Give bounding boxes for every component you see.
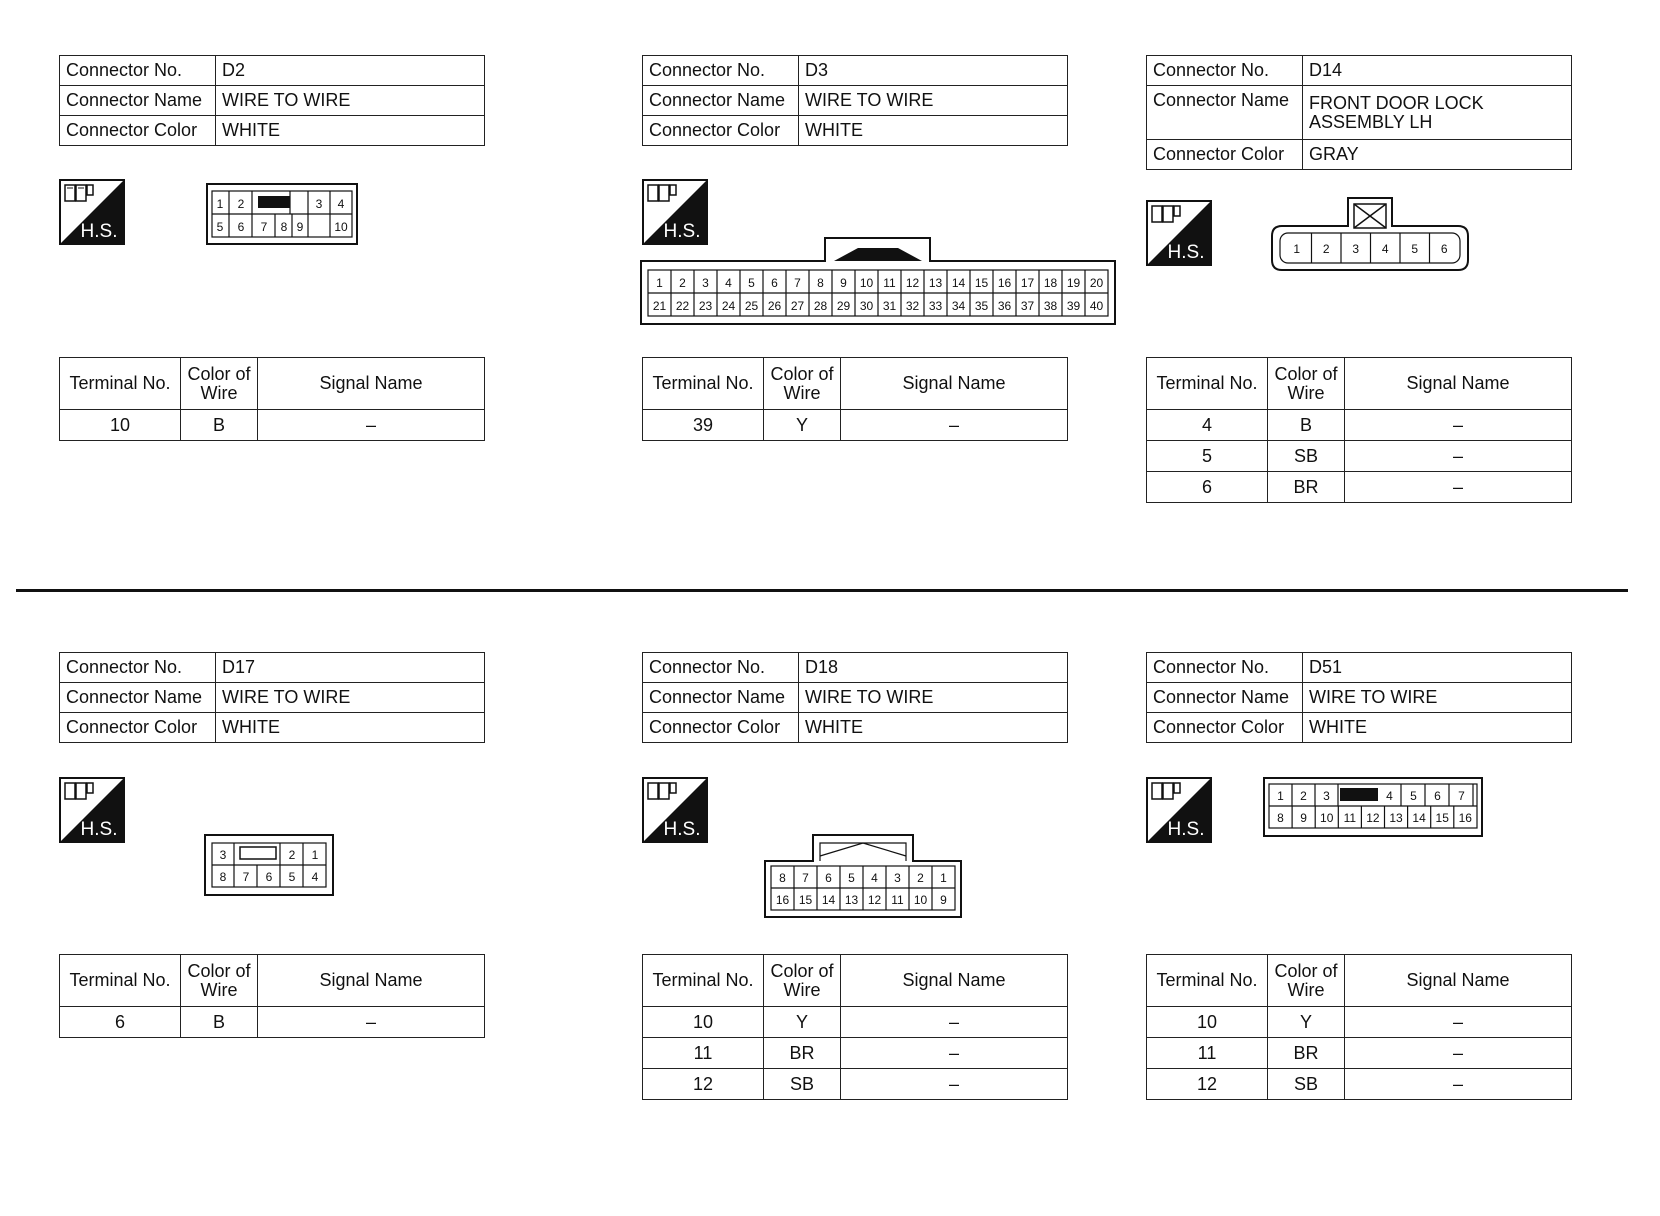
pin-label: 25 bbox=[744, 299, 759, 313]
pin-label: 11 bbox=[1343, 811, 1357, 825]
connector-no-label: Connector No. bbox=[643, 56, 799, 86]
harness-side-icon bbox=[642, 777, 708, 843]
connector-diagram-d3 bbox=[640, 237, 1116, 325]
pin-label: 3 bbox=[1323, 789, 1330, 803]
pin-label: 21 bbox=[652, 299, 667, 313]
hs-badge-text: H.S. bbox=[1167, 242, 1205, 263]
wire-color-header: Color of Wire bbox=[1268, 955, 1345, 1007]
signal-name-header: Signal Name bbox=[841, 358, 1068, 410]
connector-color-value: WHITE bbox=[1303, 713, 1572, 743]
pin-label: 9 bbox=[940, 893, 947, 907]
harness-side-icon bbox=[642, 179, 708, 245]
connector-no-value: D3 bbox=[799, 56, 1068, 86]
connector-name-value: WIRE TO WIRE bbox=[799, 86, 1068, 116]
terminal-table-d2 bbox=[59, 357, 485, 441]
pin-label: 20 bbox=[1089, 276, 1104, 290]
pin-label: 16 bbox=[1458, 811, 1472, 825]
pin-label: 1 bbox=[1293, 242, 1301, 256]
wire-color-cell: BR bbox=[764, 1038, 841, 1069]
pin-label: 28 bbox=[813, 299, 828, 313]
pin-label: 39 bbox=[1066, 299, 1081, 313]
pin-label: 15 bbox=[974, 276, 989, 290]
table-row bbox=[643, 1007, 1068, 1038]
pin-label: 5 bbox=[288, 870, 296, 884]
pin-label: 4 bbox=[337, 197, 345, 211]
pin-label: 2 bbox=[917, 871, 924, 885]
pin-label: 6 bbox=[1434, 789, 1441, 803]
hs-badge-text: H.S. bbox=[80, 221, 118, 242]
pin-label: 19 bbox=[1066, 276, 1081, 290]
pin-label: 10 bbox=[334, 220, 348, 234]
connector-header-d17 bbox=[59, 652, 485, 743]
table-row bbox=[1147, 1069, 1572, 1100]
pin-label: 8 bbox=[280, 220, 288, 234]
terminal-table-d3 bbox=[642, 357, 1068, 441]
connector-no-label: Connector No. bbox=[1147, 653, 1303, 683]
connector-header-d2 bbox=[59, 55, 485, 146]
pin-label: 4 bbox=[311, 870, 319, 884]
signal-name-cell: – bbox=[841, 1069, 1068, 1100]
terminal-table-d17 bbox=[59, 954, 485, 1038]
terminal-no-cell: 6 bbox=[60, 1007, 181, 1038]
table-row bbox=[643, 1069, 1068, 1100]
connector-header-d3 bbox=[642, 55, 1068, 146]
connector-no-label: Connector No. bbox=[60, 653, 216, 683]
pin-label: 4 bbox=[1381, 242, 1389, 256]
pin-label: 12 bbox=[867, 893, 882, 907]
pin-label: 2 bbox=[679, 276, 686, 290]
pin-label: 8 bbox=[219, 870, 227, 884]
pin-label: 5 bbox=[216, 220, 224, 234]
connector-diagram-d51 bbox=[1263, 777, 1483, 837]
pin-label: 5 bbox=[1410, 789, 1417, 803]
connector-name-label: Connector Name bbox=[1147, 683, 1303, 713]
connector-name-value: WIRE TO WIRE bbox=[1303, 683, 1572, 713]
pin-label: 1 bbox=[1277, 789, 1284, 803]
hs-badge-text: H.S. bbox=[663, 819, 701, 840]
terminal-table-d14 bbox=[1146, 357, 1572, 503]
table-row bbox=[1147, 410, 1572, 441]
pin-label: 7 bbox=[260, 220, 268, 234]
terminal-no-cell: 10 bbox=[1147, 1007, 1268, 1038]
signal-name-cell: – bbox=[1345, 441, 1572, 472]
pin-label: 2 bbox=[237, 197, 245, 211]
pin-label: 24 bbox=[721, 299, 736, 313]
wire-color-header: Color of Wire bbox=[764, 358, 841, 410]
pin-label: 38 bbox=[1043, 299, 1058, 313]
signal-name-header: Signal Name bbox=[1345, 955, 1572, 1007]
connector-name-value: WIRE TO WIRE bbox=[216, 683, 485, 713]
pin-label: 3 bbox=[1352, 242, 1360, 256]
connector-no-value: D2 bbox=[216, 56, 485, 86]
terminal-no-cell: 6 bbox=[1147, 472, 1268, 503]
pin-label: 2 bbox=[1322, 242, 1330, 256]
pin-label: 35 bbox=[974, 299, 989, 313]
wire-color-cell: B bbox=[181, 410, 258, 441]
pin-label: 5 bbox=[1411, 242, 1419, 256]
connector-no-value: D14 bbox=[1303, 56, 1572, 86]
pin-label: 9 bbox=[296, 220, 304, 234]
connector-header-d18 bbox=[642, 652, 1068, 743]
terminal-no-header: Terminal No. bbox=[1147, 358, 1268, 410]
table-row bbox=[643, 410, 1068, 441]
pin-label: 7 bbox=[794, 276, 801, 290]
pin-label: 6 bbox=[1440, 242, 1448, 256]
terminal-table-d18 bbox=[642, 954, 1068, 1100]
wire-color-header: Color of Wire bbox=[181, 955, 258, 1007]
pin-label: 11 bbox=[891, 893, 904, 907]
connector-no-label: Connector No. bbox=[1147, 56, 1303, 86]
signal-name-header: Signal Name bbox=[258, 358, 485, 410]
pin-label: 12 bbox=[1366, 811, 1380, 825]
pin-label: 4 bbox=[725, 276, 732, 290]
pin-label: 1 bbox=[216, 197, 224, 211]
connector-no-value: D17 bbox=[216, 653, 485, 683]
pin-label: 14 bbox=[821, 893, 836, 907]
signal-name-cell: – bbox=[841, 1038, 1068, 1069]
connector-name-label: Connector Name bbox=[643, 683, 799, 713]
pin-label: 14 bbox=[951, 276, 966, 290]
pin-label: 1 bbox=[940, 871, 947, 885]
pin-label: 10 bbox=[1320, 811, 1334, 825]
pin-label: 7 bbox=[802, 871, 809, 885]
terminal-no-header: Terminal No. bbox=[643, 955, 764, 1007]
connector-name-value: FRONT DOOR LOCK ASSEMBLY LH bbox=[1303, 86, 1572, 140]
wire-color-cell: Y bbox=[764, 1007, 841, 1038]
connector-name-label: Connector Name bbox=[60, 683, 216, 713]
connector-diagram-d18 bbox=[764, 834, 962, 918]
hs-badge-text: H.S. bbox=[1167, 819, 1205, 840]
connector-color-label: Connector Color bbox=[643, 713, 799, 743]
table-row bbox=[60, 410, 485, 441]
connector-name-value: WIRE TO WIRE bbox=[216, 86, 485, 116]
terminal-no-cell: 10 bbox=[643, 1007, 764, 1038]
connector-header-d51 bbox=[1146, 652, 1572, 743]
connector-no-value: D51 bbox=[1303, 653, 1572, 683]
pin-label: 6 bbox=[265, 870, 273, 884]
signal-name-cell: – bbox=[841, 410, 1068, 441]
pin-label: 13 bbox=[1389, 811, 1403, 825]
signal-name-cell: – bbox=[1345, 1069, 1572, 1100]
terminal-no-cell: 11 bbox=[643, 1038, 764, 1069]
signal-name-cell: – bbox=[258, 410, 485, 441]
pin-label: 34 bbox=[951, 299, 966, 313]
table-row bbox=[1147, 441, 1572, 472]
terminal-no-cell: 11 bbox=[1147, 1038, 1268, 1069]
terminal-no-header: Terminal No. bbox=[60, 955, 181, 1007]
terminal-no-header: Terminal No. bbox=[643, 358, 764, 410]
connector-no-label: Connector No. bbox=[60, 56, 216, 86]
pin-label: 8 bbox=[817, 276, 824, 290]
terminal-no-cell: 39 bbox=[643, 410, 764, 441]
wire-color-cell: SB bbox=[1268, 1069, 1345, 1100]
signal-name-cell: – bbox=[1345, 410, 1572, 441]
pin-label: 5 bbox=[848, 871, 855, 885]
pin-label: 1 bbox=[656, 276, 663, 290]
signal-name-cell: – bbox=[1345, 1038, 1572, 1069]
terminal-no-header: Terminal No. bbox=[1147, 955, 1268, 1007]
wire-color-cell: BR bbox=[1268, 472, 1345, 503]
pin-label: 18 bbox=[1043, 276, 1058, 290]
pin-label: 27 bbox=[790, 299, 805, 313]
pin-label: 33 bbox=[928, 299, 943, 313]
terminal-no-cell: 5 bbox=[1147, 441, 1268, 472]
pin-label: 29 bbox=[836, 299, 851, 313]
pin-label: 9 bbox=[1300, 811, 1307, 825]
pin-label: 17 bbox=[1020, 276, 1035, 290]
signal-name-cell: – bbox=[258, 1007, 485, 1038]
connector-color-value: WHITE bbox=[216, 116, 485, 146]
wire-color-cell: Y bbox=[764, 410, 841, 441]
pin-label: 15 bbox=[798, 893, 813, 907]
pin-label: 16 bbox=[997, 276, 1012, 290]
wire-color-header: Color of Wire bbox=[764, 955, 841, 1007]
hs-badge-text: H.S. bbox=[80, 819, 118, 840]
pin-label: 13 bbox=[928, 276, 943, 290]
pin-label: 32 bbox=[905, 299, 920, 313]
pin-label: 30 bbox=[859, 299, 874, 313]
pin-label: 3 bbox=[894, 871, 901, 885]
pin-label: 6 bbox=[825, 871, 832, 885]
pin-label: 14 bbox=[1412, 811, 1426, 825]
terminal-no-cell: 12 bbox=[1147, 1069, 1268, 1100]
pin-label: 2 bbox=[288, 848, 296, 862]
harness-side-icon bbox=[59, 777, 125, 843]
wire-color-header: Color of Wire bbox=[181, 358, 258, 410]
signal-name-cell: – bbox=[1345, 472, 1572, 503]
hs-badge-text: H.S. bbox=[663, 221, 701, 242]
pin-label: 11 bbox=[883, 276, 896, 290]
signal-name-header: Signal Name bbox=[841, 955, 1068, 1007]
pin-label: 9 bbox=[840, 276, 847, 290]
pin-label: 4 bbox=[1386, 789, 1393, 803]
pin-label: 3 bbox=[702, 276, 709, 290]
pin-label: 7 bbox=[1458, 789, 1465, 803]
connector-name-label: Connector Name bbox=[1147, 86, 1303, 140]
pin-label: 2 bbox=[1300, 789, 1307, 803]
pin-label: 5 bbox=[748, 276, 755, 290]
connector-name-value: WIRE TO WIRE bbox=[799, 683, 1068, 713]
pin-label: 8 bbox=[779, 871, 786, 885]
pin-label: 26 bbox=[767, 299, 782, 313]
section-divider bbox=[16, 589, 1628, 592]
terminal-no-header: Terminal No. bbox=[60, 358, 181, 410]
terminal-no-cell: 10 bbox=[60, 410, 181, 441]
connector-color-label: Connector Color bbox=[1147, 713, 1303, 743]
connector-color-value: GRAY bbox=[1303, 140, 1572, 170]
pin-label: 3 bbox=[219, 848, 227, 862]
table-row bbox=[60, 1007, 485, 1038]
pin-label: 6 bbox=[237, 220, 245, 234]
wire-color-cell: Y bbox=[1268, 1007, 1345, 1038]
harness-side-icon bbox=[1146, 777, 1212, 843]
pin-label: 16 bbox=[775, 893, 790, 907]
connector-color-value: WHITE bbox=[799, 116, 1068, 146]
pin-label: 13 bbox=[844, 893, 859, 907]
connector-color-value: WHITE bbox=[216, 713, 485, 743]
connector-color-label: Connector Color bbox=[643, 116, 799, 146]
signal-name-cell: – bbox=[841, 1007, 1068, 1038]
pin-label: 6 bbox=[771, 276, 778, 290]
pin-label: 22 bbox=[675, 299, 690, 313]
table-row bbox=[1147, 1007, 1572, 1038]
signal-name-cell: – bbox=[1345, 1007, 1572, 1038]
pin-label: 40 bbox=[1089, 299, 1104, 313]
connector-name-label: Connector Name bbox=[60, 86, 216, 116]
pin-label: 31 bbox=[882, 299, 897, 313]
wire-color-cell: B bbox=[1268, 410, 1345, 441]
pin-label: 36 bbox=[997, 299, 1012, 313]
table-row bbox=[1147, 1038, 1572, 1069]
pin-label: 8 bbox=[1277, 811, 1284, 825]
table-row bbox=[643, 1038, 1068, 1069]
pin-label: 1 bbox=[311, 848, 319, 862]
signal-name-header: Signal Name bbox=[258, 955, 485, 1007]
signal-name-header: Signal Name bbox=[1345, 358, 1572, 410]
harness-side-icon bbox=[59, 179, 125, 245]
pin-label: 12 bbox=[905, 276, 920, 290]
terminal-no-cell: 12 bbox=[643, 1069, 764, 1100]
wire-color-cell: SB bbox=[764, 1069, 841, 1100]
connector-header-d14 bbox=[1146, 55, 1572, 170]
connector-no-label: Connector No. bbox=[643, 653, 799, 683]
pin-label: 15 bbox=[1435, 811, 1449, 825]
connector-color-label: Connector Color bbox=[60, 116, 216, 146]
connector-no-value: D18 bbox=[799, 653, 1068, 683]
pin-label: 3 bbox=[315, 197, 323, 211]
pin-label: 10 bbox=[859, 276, 874, 290]
connector-color-value: WHITE bbox=[799, 713, 1068, 743]
connector-name-label: Connector Name bbox=[643, 86, 799, 116]
wire-color-cell: B bbox=[181, 1007, 258, 1038]
connector-diagram-d14 bbox=[1270, 196, 1470, 272]
terminal-no-cell: 4 bbox=[1147, 410, 1268, 441]
table-row bbox=[1147, 472, 1572, 503]
connector-diagram-d2 bbox=[206, 183, 358, 245]
terminal-table-d51 bbox=[1146, 954, 1572, 1100]
connector-color-label: Connector Color bbox=[60, 713, 216, 743]
wire-color-cell: SB bbox=[1268, 441, 1345, 472]
connector-color-label: Connector Color bbox=[1147, 140, 1303, 170]
harness-side-icon bbox=[1146, 200, 1212, 266]
pin-label: 7 bbox=[242, 870, 250, 884]
pin-label: 4 bbox=[871, 871, 878, 885]
wire-color-cell: BR bbox=[1268, 1038, 1345, 1069]
wire-color-header: Color of Wire bbox=[1268, 358, 1345, 410]
pin-label: 23 bbox=[698, 299, 713, 313]
connector-diagram-d17 bbox=[204, 834, 334, 896]
pin-label: 10 bbox=[913, 893, 928, 907]
pin-label: 37 bbox=[1020, 299, 1035, 313]
